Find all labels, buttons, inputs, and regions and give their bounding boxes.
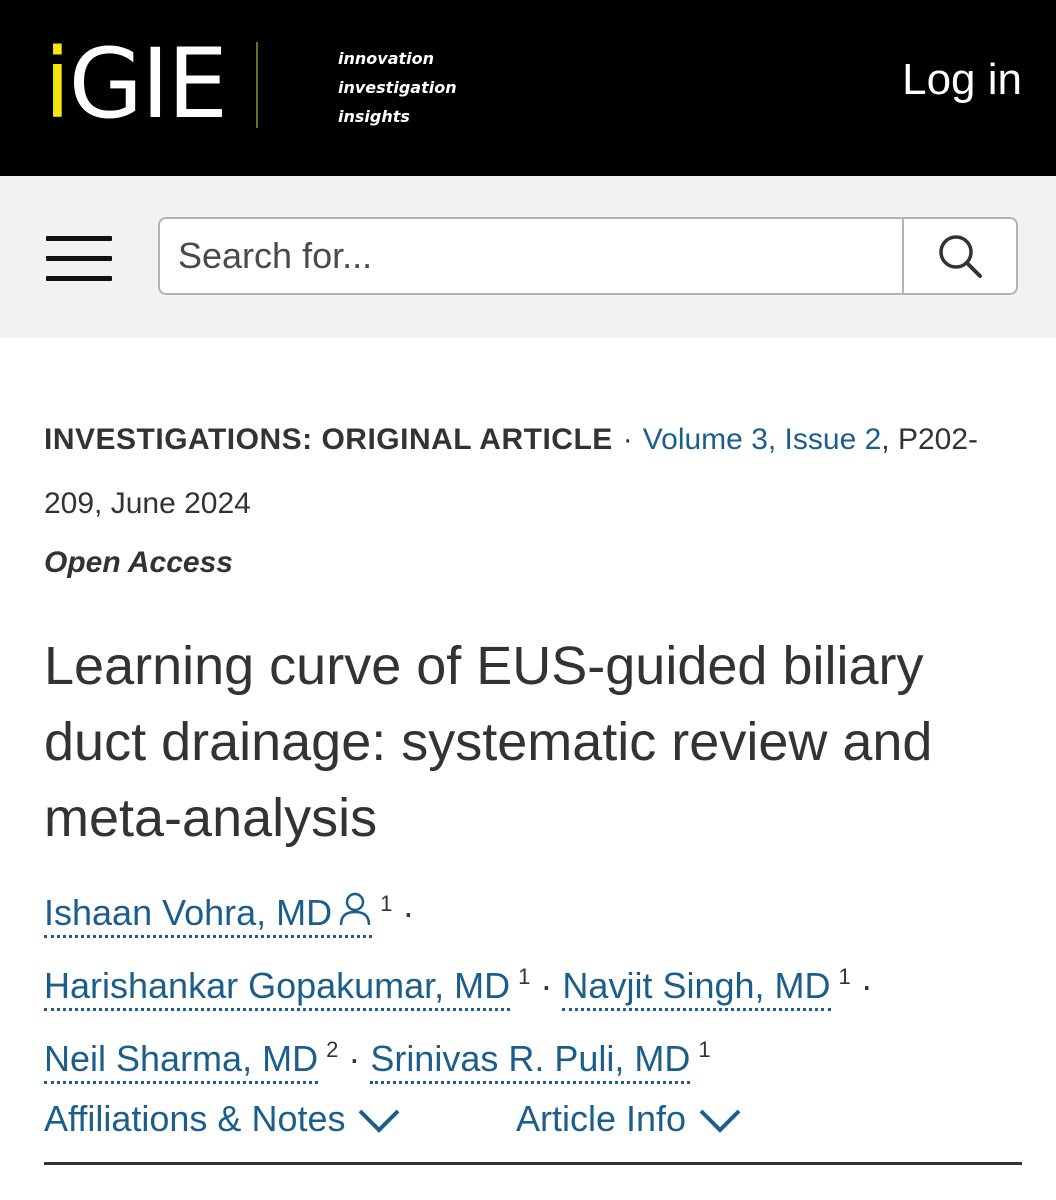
author-name: Ishaan Vohra, MD xyxy=(44,892,333,933)
person-icon xyxy=(338,891,372,927)
tab-label: Affiliations & Notes xyxy=(44,1098,346,1139)
volume-issue-link[interactable]: Volume 3, Issue 2 xyxy=(642,423,882,456)
logo-i: i xyxy=(44,28,69,140)
author-affiliation: 1 xyxy=(380,891,393,916)
author-affiliation: 1 xyxy=(698,1037,711,1062)
open-access-label: Open Access xyxy=(44,546,233,579)
chevron-down-icon xyxy=(357,1107,401,1135)
meta-separator: · xyxy=(622,423,633,456)
author-affiliation: 2 xyxy=(326,1037,339,1062)
chevron-down-icon xyxy=(698,1107,742,1135)
search-box xyxy=(158,217,1018,295)
author-link[interactable] xyxy=(44,892,372,938)
article-meta xyxy=(44,408,984,536)
search-button[interactable] xyxy=(902,219,1016,293)
tagline-innovation: innovation xyxy=(338,49,434,68)
author-separator: · xyxy=(860,965,873,1006)
author-link[interactable]: Srinivas R. Puli, MD xyxy=(370,1038,690,1084)
article-category[interactable]: INVESTIGATIONS: ORIGINAL ARTICLE xyxy=(44,423,613,456)
article-tabs xyxy=(44,1090,1022,1165)
logo-text: GIE xyxy=(68,28,227,140)
site-header xyxy=(0,0,1056,176)
pages-date: , P202-209, June 2024 xyxy=(44,423,979,520)
magnifier-icon xyxy=(936,232,984,280)
author-separator: · xyxy=(402,892,415,933)
article-title: Learning curve of EUS-guided biliary duct drainage: systematic review and meta-analysis xyxy=(44,636,933,848)
author-affiliation: 1 xyxy=(838,964,851,989)
search-input[interactable] xyxy=(160,219,906,293)
igie-logo[interactable] xyxy=(44,28,227,140)
tab-article-info[interactable] xyxy=(516,1090,742,1148)
tagline-investigation: investigation xyxy=(338,78,457,97)
author-link[interactable]: Neil Sharma, MD xyxy=(44,1038,318,1084)
tagline xyxy=(338,44,457,131)
tagline-insights: insights xyxy=(338,107,410,126)
tab-affiliations-notes[interactable] xyxy=(44,1090,401,1148)
author-separator: · xyxy=(540,965,553,1006)
tab-label: Article Info xyxy=(516,1098,687,1139)
author-link[interactable]: Harishankar Gopakumar, MD xyxy=(44,965,510,1011)
author-list xyxy=(44,872,1034,1091)
login-link[interactable]: Log in xyxy=(902,55,1022,104)
hamburger-icon[interactable] xyxy=(46,236,112,282)
author-affiliation: 1 xyxy=(518,964,531,989)
search-bar xyxy=(0,176,1056,338)
author-separator: · xyxy=(348,1038,361,1079)
logo-divider xyxy=(256,42,258,128)
author-link[interactable]: Navjit Singh, MD xyxy=(562,965,830,1011)
